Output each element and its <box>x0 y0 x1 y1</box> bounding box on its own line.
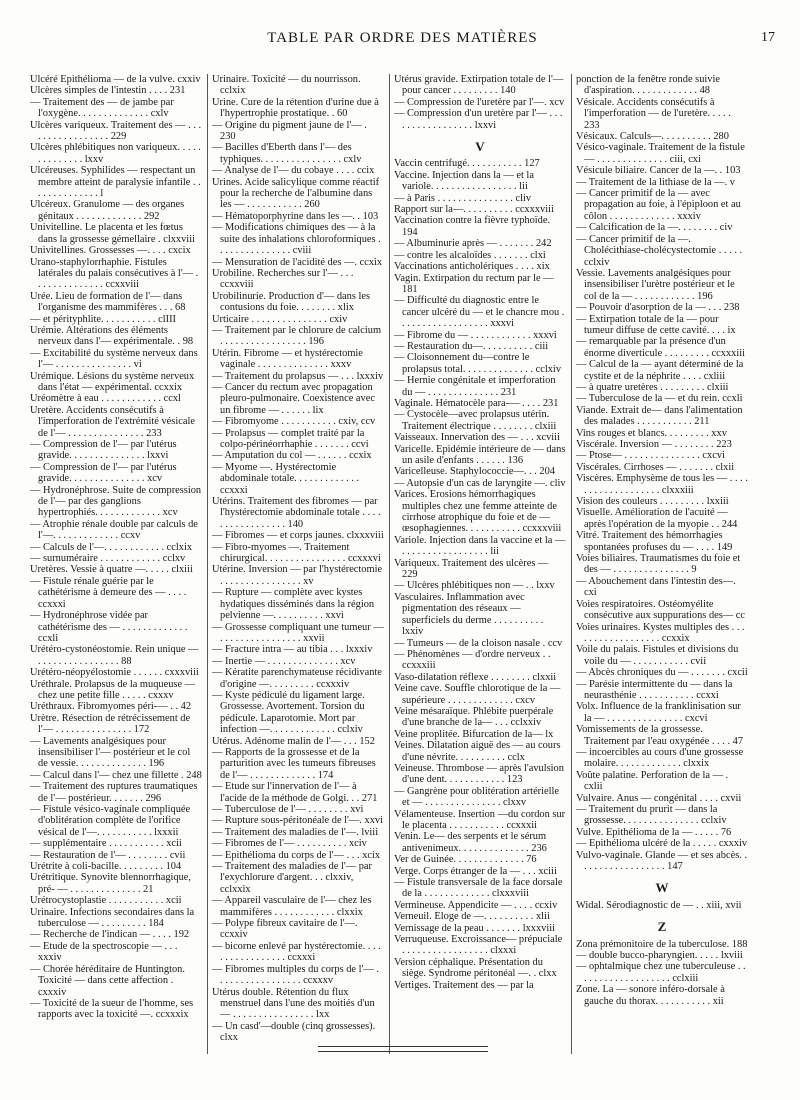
index-columns <box>30 74 775 1054</box>
index-entry: — Grossesse compliquant une tumeur — . . . . . . . . . . . . . . . . xxvii <box>212 621 384 644</box>
index-entry: — Compression de l'uretère par l'—. xcv <box>394 96 565 108</box>
index-entry: Venin. Le— des serpents et le sérum antivenimeux. . . . . . . . . . . . . . 236 <box>394 831 547 854</box>
index-entry: Vésicaux. Calculs—. . . . . . . . . . 280 <box>576 131 729 143</box>
index-entry: Uretères. Vessie à quatre —. . . . . clxiii <box>30 564 193 576</box>
index-entry: Vitré. Traitement des hémorrhagies spontanées profuses du — . . . . 149 <box>576 530 733 553</box>
index-entry: — bicorne enlevé par hystérectomie. . . . . . . . . . . . . . . . . ccxxxi <box>212 940 381 964</box>
index-entry: Vermineuse. Appendicite — . . . . ccxiv <box>394 899 558 911</box>
index-entry: — Cancer du rectum avec propagation pleuro-pulmonaire. Coexistence avec un fibrome — . . . . . . lix <box>212 381 375 416</box>
index-entry: Vésicule biliaire. Cancer de la —. . 103 <box>576 165 741 177</box>
index-entry: — surnuméraire . . . . . . . . . . . . cclxv <box>30 553 186 565</box>
index-entry: — Fistule transversale de la face dorsale de la . . . . . . . . . . . . . clxxxviii <box>394 877 563 900</box>
index-entry: — Calculs de l'—. . . . . . . . . . . . cclxix <box>30 541 193 553</box>
index-entry: Urétrocystoplastie . . . . . . . . . . . xcii <box>30 895 182 907</box>
index-entry: — Origine du pigment jaune de l'— . 230 <box>212 119 367 143</box>
index-entry: Ulcères simples de l'intestin . . . . 231 <box>30 85 186 97</box>
index-entry: Urétritique. Synovite blennorrhagique, pré- — . . . . . . . . . . . . . . 21 <box>30 872 192 895</box>
index-entry: — Myome —. Hystérectomie abdominale totale. . . . . . . . . . . . . ccxxxi <box>212 461 360 496</box>
index-entry: Veines. Dilatation aiguë des — au cours d'une névrite. . . . . . . . . . cclx <box>394 740 561 763</box>
index-entry: — Tumeurs — de la cloison nasale . ccv <box>394 637 563 649</box>
index-entry: — Rapports de la grossesse et de la parturition avec les tumeurs fibreuses de l'— . . . . . . . . . . . . . 174 <box>212 746 376 781</box>
index-entry: Vulvaire. Anus — congénital . . . . cxvii <box>576 792 742 804</box>
index-entry: Version céphalique. Présentation du siège. Syndrome péritonéal —. . clxx <box>394 956 557 980</box>
index-entry: — Bacilles d'Eberth dans l'— des typhiques. . . . . . . . . . . . . . . . cxlv <box>212 142 362 165</box>
index-entry: Voies respiratoires. Ostéomyélite consécutive aux suppurations des— cc <box>576 598 746 622</box>
index-entry: — Polype fibreux cavitaire de l'—. ccxxiv <box>212 918 358 941</box>
index-entry: — Compression de l'— par l'utérus gravide. . . . . . . . . . . . . . . lxxvi <box>30 439 177 462</box>
index-entry: Rapport sur la—. . . . . . . . . . ccxxxviii <box>394 204 554 216</box>
index-entry: Variole. Injection dans la vaccine et la — . . . . . . . . . . . . . . . . . lii <box>394 534 566 558</box>
index-entry: — Compression de l'— par l'utérus gravide. . . . . . . . . . . . . . . xcv <box>30 461 177 485</box>
index-entry: — Extirpation totale de la — pour tumeur diffuse de cette cavité. . . . ix <box>576 313 736 336</box>
index-entry: — Traitement du prurit — dans la grossesse. . . . . . . . . . . . . . . cclxiv <box>576 804 727 827</box>
index-column-3 <box>394 74 566 1054</box>
index-entry: — Hématoporphyrine dans les —. . 103 <box>212 210 379 222</box>
index-entry: Viande. Extrait de— dans l'alimentation des malades . . . . . . . . . . . 211 <box>576 404 743 428</box>
index-entry: Utérus gravide. Extirpation totale de l'— pour cancer . . . . . . . . . 140 <box>394 74 564 97</box>
index-entry: — Un casd'—double (cinq grossesses). clxx <box>212 1020 376 1044</box>
index-entry: — Traitement de la lithiase de la —. v <box>576 176 736 188</box>
index-column-1 <box>30 74 202 1054</box>
index-entry: — Autopsie d'un cas de laryngite —. cliv <box>394 477 566 489</box>
index-entry: — à Paris . . . . . . . . . . . . . . . cliv <box>394 192 532 204</box>
index-entry: Visuelle. Amélioration de l'acuité — après l'opération de la myopie . . 244 <box>576 507 738 530</box>
index-entry: — supplémentaire . . . . . . . . . . . xcii <box>30 838 182 850</box>
index-entry: — Restauration du—. . . . . . . . . . ciii <box>394 340 549 352</box>
index-entry: Vagin. Extirpation du rectum par le — 181 <box>394 272 554 295</box>
index-entry: Ulcéré Epithélioma — de la vulve. cxxiv <box>30 74 201 85</box>
index-entry: — Traitement des maladies de l'—. lviii <box>212 826 379 838</box>
index-entry: — double bucco-pharyngien. . . . . lxviii <box>576 950 743 962</box>
index-entry: Volx. Influence de la franklinisation sur la — . . . . . . . . . . . . . . . cxcvi <box>576 701 741 724</box>
index-entry: — Analyse de l'— du cobaye . . . . ccix <box>212 165 375 177</box>
index-entry: — Albuminurie après — . . . . . . . 242 <box>394 238 552 250</box>
index-entry: Ulcères variqueux. Traitement des — . . . . . . . . . . . . . . . . . 229 <box>30 119 202 143</box>
index-entry: — Lavements analgésiques pour insensibiliser l'— postérieur et le col de vessie. . . . . . . . . . . . . . 196 <box>30 735 191 770</box>
index-entry: Vaisseaux. Innervation des — . . . xcviii <box>394 432 560 444</box>
index-entry: Voies biliaires. Traumatismes du foie et des — . . . . . . . . . . . . . . . 9 <box>576 553 741 576</box>
index-entry: Urticaire . . . . . . . . . . . . . . . cxiv <box>212 313 348 325</box>
index-entry: — Traitement du prolapsus — . . . lxxxiv <box>212 370 384 382</box>
index-entry: — Chorée héréditaire de Huntington. Toxicité — dans cette affection . cxxxiv <box>30 963 185 998</box>
index-entry: Vaso-dilatation réflexe . . . . . . . . clxxii <box>394 671 557 683</box>
index-entry: Voûte palatine. Perforation de la — . cxlii <box>576 769 729 793</box>
index-entry: Zone. La — sonore inféro-dorsale à gauche du thorax. . . . . . . . . . . xii <box>576 984 725 1007</box>
index-entry: Ulcères phlébitiques non variqueux. . . . . . . . . . . . . . lxxv <box>30 142 201 165</box>
index-entry: — Fracture intra — au tibia . . . lxxxiv <box>212 644 373 656</box>
index-entry: — Hydronéphrose vidée par cathétérisme des — . . . . . . . . . . . . . ccxli <box>30 610 188 644</box>
index-entry: — à quatre uretères . . . . . . . . . clxiii <box>576 381 729 393</box>
index-entry: — Traitement des ruptures traumatiques de l'— postérieur. . . . . . . 296 <box>30 781 198 804</box>
index-entry: Vaccin centrifugé. . . . . . . . . . . 127 <box>394 158 540 170</box>
section-letter: Z <box>657 919 667 935</box>
index-entry: Voile du palais. Fistules et divisions du voile du — . . . . . . . . . . . cvii <box>576 644 739 667</box>
index-entry: — Restauration de l'— . . . . . . . . cvii <box>30 849 186 861</box>
index-column-4 <box>576 74 748 1054</box>
index-entry: — Ptose— . . . . . . . . . . . . . . . cxcvi <box>576 450 725 462</box>
index-entry: — Mensuration de l'acidité des —. ccxix <box>212 256 383 268</box>
index-entry: Vaccine. Injection dans la — et la variole. . . . . . . . . . . . . . . . . lii <box>394 169 534 193</box>
index-entry: — Fibro-myomes —. Traitement chirurgical. . . . . . . . . . . . . . . . ccxxxvi <box>212 541 381 565</box>
index-entry: — Compression d'un uretère par l'— . . . . . . . . . . . . . . . . . lxxvi <box>394 108 563 131</box>
index-entry: — Gangrène pour oblitération artérielle et — . . . . . . . . . . . . . . . clxxv <box>394 785 560 809</box>
index-entry: Viscères. Emphysème de tous les — . . . . . . . . . . . . . . . . . . . clxxxiii <box>576 473 748 496</box>
index-entry: Vulve. Epithélioma de la — . . . . . 76 <box>576 826 732 838</box>
index-entry: — Modifications chimiques des — à la suite des inhalations chloroformiques . . . . . . . . . . . . . . . cviii <box>212 222 381 257</box>
index-entry: Vertiges. Traitement des — par la <box>394 979 534 991</box>
index-entry: Verruqueuse. Excroissance— prépuciale . . . . . . . . . . . . . . . . . clxxxi <box>394 934 563 957</box>
index-entry: Urobilinurie. Production d'— dans les contusions du foie. . . . . . . . xlix <box>212 290 371 314</box>
index-entry: — Abouchement dans l'intestin des—. cxi <box>576 575 736 599</box>
index-entry: — Hernie congénitale et imperforation du — . . . . . . . . . . . . . . 231 <box>394 375 556 398</box>
index-entry: ponction de la fenêtre ronde suivie d'aspiration. . . . . . . . . . . . . 48 <box>576 74 720 97</box>
index-entry: — Abcès chroniques du — . . . . . . . cxcii <box>576 667 748 679</box>
index-entry: — Etude de la spectroscopie — . . . xxxiv <box>30 940 178 964</box>
index-entry: — Fibromes multiples du corps de l'— . . . . . . . . . . . . . . . . . ccxxxv <box>212 963 379 987</box>
index-entry: — Kyste pédiculé du ligament large. Grossesse. Avortement. Torsion du pédicule. Laparotomie. Mort par infection —. . . . . . . . . . . . . cclxiv <box>212 689 365 736</box>
index-entry: — Epithélioma du corps de l'— . . . xcix <box>212 849 381 861</box>
index-entry: Zona prémonitoire de la tuberculose. 188 <box>576 938 748 950</box>
index-entry: Univitellines. Grossesses —. . . . cxcix <box>30 245 191 257</box>
index-entry: Vins rouges et blancs. . . . . . . . . xxv <box>576 427 727 439</box>
index-entry: Varicelle. Epidémie intérieure de — dans un asile d'enfants . . . . . . 136 <box>394 443 566 466</box>
index-entry: — Rupture — complète avec kystes hydatiques disséminés dans la région pelvienne —. . . . . . . . . . xxvi <box>212 587 375 622</box>
index-entry: Urano-staphylorrhaphie. Fistules latérales du palais consécutives à l'— . . . . . . . . . . . . . . ccxxviii <box>30 256 199 291</box>
index-entry: Widal. Sérodiagnostic de — . . xiii, xvii <box>576 899 742 911</box>
index-entry: Urémie. Altérations des éléments nerveux dans l'— expérimentale. . 98 <box>30 324 194 348</box>
index-entry: Univitelline. Le placenta et les fœtus dans la grossesse gémellaire . clxxviii <box>30 222 195 245</box>
index-entry: — Parésie intermittente du — dans la neurasthénie . . . . . . . . . . . ccxxi <box>576 678 733 701</box>
index-entry: Uretère. Accidents consécutifs à l'imperforation de l'extrémité vésicale de l'— . . . . . . . . . . . . . . . 233 <box>30 404 195 439</box>
index-entry: — Pouvoir d'asorption de la — . . . 238 <box>576 302 740 314</box>
index-entry: — Kératite parenchymateuse récidivante d'origine —. . . . . . . . . ccxxxiv <box>212 667 382 690</box>
column-divider <box>389 74 390 1054</box>
index-entry: Vésico-vaginale. Traitement de la fistule — . . . . . . . . . . . . . . ciii, cxi <box>576 142 745 165</box>
index-entry: — Tuberculose de l'— . . . . . . . . xvi <box>212 804 364 815</box>
index-entry: Vaccination contre la fièvre typhoïde. 194 <box>394 215 551 238</box>
index-entry: — et pérityphlite. . . . . . . . . . . clIII <box>30 313 177 325</box>
column-divider <box>207 74 208 1054</box>
index-entry: — Calcul dans l'— chez une fillette . 248 <box>30 769 202 781</box>
index-entry: Verge. Corps étranger de la — . . . xciii <box>394 865 557 877</box>
section-letter: V <box>475 139 485 155</box>
index-entry: Vomissements de la grossesse. Traitement par l'eau oxygénée . . . . 47 <box>576 724 744 747</box>
index-entry: Urètre. Résection de rétrécissement de l'— . . . . . . . . . . . . . . . 172 <box>30 712 191 736</box>
index-entry: — Etude sur l'innervation de l'— à l'acide de la méthode de Golgi. . . 271 <box>212 781 378 804</box>
index-column-2 <box>212 74 384 1054</box>
index-entry: Viscérale. Inversion — . . . . . . . . 223 <box>576 439 732 450</box>
index-entry: — Fibrome du — . . . . . . . . . . . . xxxvi <box>394 329 557 341</box>
index-entry: Vaginale. Hématocèle para-— . . . . 231 <box>394 397 559 409</box>
index-entry: Urinaire. Infections secondaires dans la tuberculose — . . . . . . . . . 184 <box>30 906 195 930</box>
index-entry: — Fibromes — et corps jaunes. clxxxviii <box>212 530 384 542</box>
index-entry: Vernissage de la peau . . . . . . . lxxxviii <box>394 922 556 934</box>
index-entry: Variqueux. Traitement des ulcères — 229 <box>394 557 549 581</box>
index-entry: Viscérales. Cirrhoses — . . . . . . . clxii <box>576 461 735 473</box>
index-entry: Utérus double. Rétention du flux menstruel dans l'une des moitiés d'un — . . . . . . . . . . . . . . . . lxx <box>212 986 375 1021</box>
index-entry: Uréthraux. Fibromyomes péri-— . . 42 <box>30 701 192 713</box>
index-entry: Vision des couleurs . . . . . . . . . lxxiii <box>576 496 729 508</box>
index-entry: Varices. Erosions hémorrhagiques multiples chez une femme atteinte de cirrhose atrophique du foie et de — œsophagiennes. . . . . . . . . . . ccxxxviii <box>394 489 562 535</box>
index-entry: — remarquable par la présence d'un énorme diverticule . . . . . . . . . ccxxxiii <box>576 336 746 359</box>
index-entry: Urétéro-cystonéostomie. Rein unique — . . . . . . . . . . . . . . . . 88 <box>30 644 199 667</box>
index-entry: — Atrophie rénale double par calculs de l'—. . . . . . . . . . . . . ccxv <box>30 518 198 542</box>
index-entry: Ulcéreuses. Syphilides — respectant un membre atteint de paralysie infantile . . . . . . . . . . . . . . l <box>30 165 201 200</box>
index-entry: Ver de Guinée. . . . . . . . . . . . . . 76 <box>394 854 537 866</box>
footer-rule <box>318 1046 488 1052</box>
index-entry: Urines. Acide salicylique comme réactif pour la recherche de l'albumine dans les — . . . . . . . . . . . 260 <box>212 176 380 211</box>
index-entry: — Difficulté du diagnostic entre le cancer ulcéré du — et le chancre mou . . . . . . . . . . . . . . . . . . xxxvi <box>394 295 565 330</box>
index-entry: Vasculaires. Inflammation avec pigmentation des réseaux — superficiels du derme . . . . . . . . . . lxxiv <box>394 591 544 638</box>
index-entry: Urée. Lieu de formation de l'— dans l'organisme des mammifères . . . 68 <box>30 290 186 314</box>
index-entry: Ulcéreux. Granulome — des organes génitaux . . . . . . . . . . . . . 292 <box>30 199 185 222</box>
index-entry: Veine proplitée. Bifurcation de la— lx <box>394 728 554 740</box>
index-entry: Vésicale. Accidents consécutifs à l'imperforation — de l'uretère. . . . . 233 <box>576 96 731 131</box>
index-entry: — contre les alcaloïdes . . . . . . . clxi <box>394 249 546 261</box>
index-entry: — Calcification de la —. . . . . . . . civ <box>576 222 733 234</box>
index-entry: — Cloisonnement du—contre le prolapsus total. . . . . . . . . . . . . . cclxiv <box>394 352 562 375</box>
index-entry: Veineuse. Thrombose — après l'avulsion d'une dent. . . . . . . . . . . . 123 <box>394 762 564 786</box>
index-entry: — Rupture sous-péritonéale de l'—. xxvi <box>212 815 383 827</box>
index-entry: — Toxicité de la sueur de l'homme, ses rapports avec la toxicité —. ccxxxix <box>30 997 194 1021</box>
index-entry: — Fistule rénale guérie par le cathétérisme à demeure des — . . . . ccxxxi <box>30 575 187 610</box>
index-entry: Urine. Cure de la rétention d'urine due à l'hypertrophie prostatique. . 60 <box>212 96 379 120</box>
page-title: TABLE PAR ORDRE DES MATIÈRES <box>267 30 538 46</box>
index-entry: Urobiline. Recherches sur l'— . . . ccxxviii <box>212 267 354 291</box>
index-entry: — Calcul de la — ayant déterminé de la cystite et de la néphrite . . . . cxliii <box>576 359 744 382</box>
index-entry: — Fibromes de l'— . . . . . . . . . . xciv <box>212 838 367 850</box>
index-entry: — Epithélioma ulcéré de la . . . . . cxxxiv <box>576 838 748 850</box>
index-entry: Vélamenteuse. Insertion —du cordon sur le placenta . . . . . . . . . . . ccxxxii <box>394 808 566 831</box>
index-entry: — Fibromyome . . . . . . . . . . . cxiv, ccv <box>212 416 376 428</box>
index-entry: Utérin. Fibrome — et hystérectomie vaginale . . . . . . . . . . . . . . xxxv <box>212 347 363 371</box>
index-entry: — Tuberculose de la — et du rein. ccxli <box>576 393 743 405</box>
index-entry: — Fistule vésico-vaginale compliquée d'oblitération complète de l'orifice vésical de l'—. . . . . . . . . . . lxxxii <box>30 804 191 838</box>
index-entry: — Recherche de l'indican — . . . . 192 <box>30 929 190 941</box>
index-entry: Vessie. Lavements analgésiques pour insensibiliser l'urètre postérieur et le col de la — . . . . . . . . . . . . 196 <box>576 267 735 302</box>
index-entry: Utérins. Traitement des fibromes — par l'hystérectomie abdominale totale . . . . . . . . . . . . . . . . . 140 <box>212 496 381 530</box>
index-entry: Voies urinaires. Kystes multiples des . . . . . . . . . . . . . . . . . . ccxxix <box>576 621 745 644</box>
index-entry: Verneuil. Eloge de —. . . . . . . . . . xlii <box>394 911 550 923</box>
index-entry: — ophtalmique chez une tuberculeuse . . . . . . . . . . . . . . . . . . . cclxiii <box>576 961 746 984</box>
index-entry: — Prolapsus — complet traité par la colpo-périnéorrhaphie . . . . . . . ccvi <box>212 427 369 450</box>
index-entry: Urémique. Lésions du système nerveux dans l'état — expérimental. ccxxix <box>30 370 195 393</box>
index-entry: — Traitement des maladies de l'— par l'exychlorure d'argent. . . clxxiv, cclxxix <box>212 861 373 895</box>
index-entry: Urétrite à coli-bacille. . . . . . . . . 104 <box>30 861 182 873</box>
index-entry: — Traitement des — de jambe par l'oxygène. . . . . . . . . . . . . . cxlv <box>30 96 174 120</box>
index-entry: Utérine. Inversion — par l'hystérectomie . . . . . . . . . . . . . . . . xv <box>212 564 383 587</box>
index-entry: Veine cave. Souffle chlorotique de la — supérieure . . . . . . . . . . . . . cxcv <box>394 683 561 706</box>
index-entry: Uréthrale. Prolapsus de la muqueuse — chez une petite fille . . . . . cxxxv <box>30 678 196 701</box>
index-entry: Uréomètre à eau . . . . . . . . . . . . ccxl <box>30 393 181 405</box>
page-number: 17 <box>761 30 775 45</box>
index-entry: — Inertie — . . . . . . . . . . . . . . xcv <box>212 655 356 667</box>
index-entry: — Ulcères phlébitiques non — . . lxxv <box>394 580 555 592</box>
index-entry: — Excitabilité du système nerveux dans l'— . . . . . . . . . . . . . . . vi <box>30 347 198 371</box>
index-entry: — Cancer primitif de la — avec propagation au foie, à l'épiploon et au côlon . . . . . . . . . . . . . xxxiv <box>576 188 741 222</box>
section-letter: W <box>655 880 669 896</box>
column-divider <box>571 74 572 1054</box>
index-entry: — Amputation du col — . . . . . . ccxix <box>212 450 372 462</box>
index-entry: — Phénomènes — d'ordre nerveux . . ccxxxiii <box>394 648 551 672</box>
index-entry: Veine mésaraïque. Phlébite puerpérale d'une branche de la— . . . cclxxiv <box>394 705 554 729</box>
index-entry: Urétéro-néopyélostomie . . . . . . cxxxviii <box>30 667 199 679</box>
index-entry: Vaccinations anticholériques . . . . xix <box>394 261 550 273</box>
index-entry: Utérus. Adénome malin de l'— . . . 152 <box>212 735 375 747</box>
index-entry: — Cancer primitif de la —. Cholécithiase-cholécystectomie . . . . . cclxiv <box>576 233 743 268</box>
index-entry: — incoercibles au cours d'une grossesse molaire. . . . . . . . . . . . . clxxix <box>576 746 744 770</box>
index-entry: Urinaire. Toxicité — du nourrisson. cclxix <box>212 74 361 97</box>
index-entry: Vulvo-vaginale. Glande — et ses abcès. . . . . . . . . . . . . . . . . . 147 <box>576 849 748 873</box>
index-entry: — Appareil vasculaire de l'— chez les mammifères . . . . . . . . . . . . clxxix <box>212 895 372 918</box>
page-header <box>30 30 775 52</box>
index-entry: — Traitement par le chlorure de calcium . . . . . . . . . . . . . . . . . 196 <box>212 324 382 348</box>
index-entry: — Hydronéphrose. Suite de compression de l'— par des ganglions hypertrophiés. . . . . . . . . . . . . xcv <box>30 484 202 519</box>
index-entry: Varicelleuse. Staphylococcie—. . . 204 <box>394 466 556 478</box>
index-entry: — Cystocèle—avec prolapsus utérin. Traitement électrique . . . . . . . . clxiii <box>394 409 557 432</box>
